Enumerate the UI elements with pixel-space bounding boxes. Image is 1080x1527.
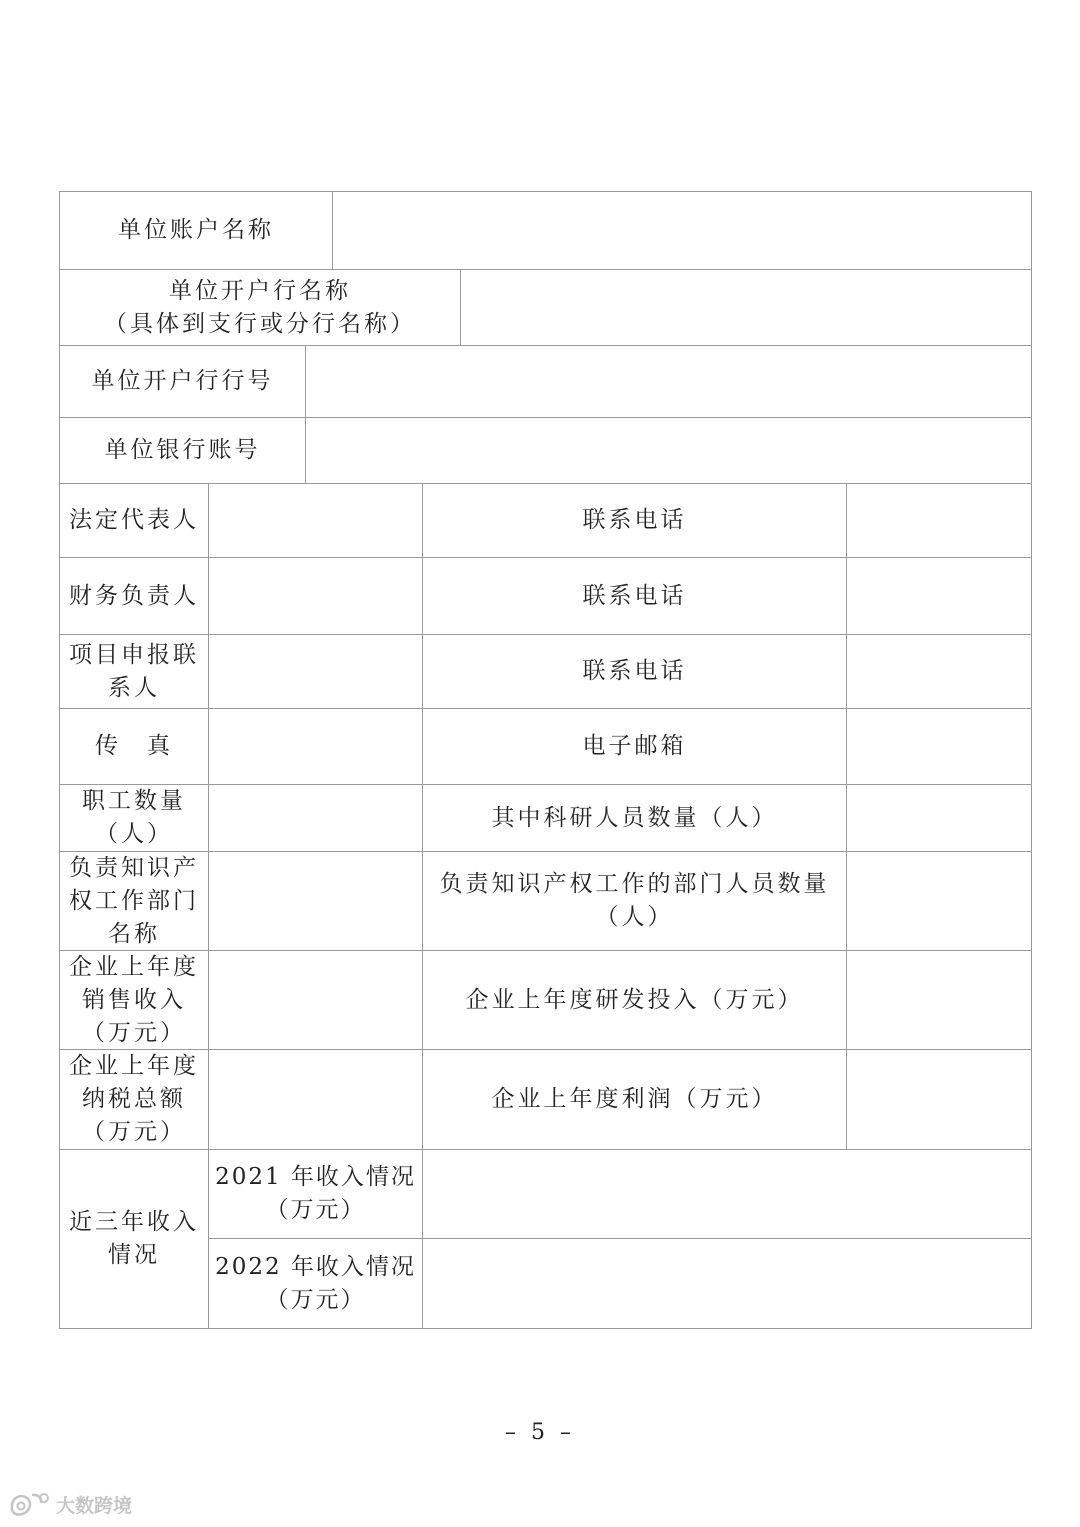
table-border xyxy=(1031,191,1032,1329)
rd-invest-label: 企业上年度研发投入（万元） xyxy=(465,986,804,1013)
bank-name-field[interactable] xyxy=(461,270,1031,345)
bank-code-label: 单位开户行行号 xyxy=(91,368,274,394)
tax-label: 企业上年度 纳税总额 （万元） xyxy=(69,1053,199,1145)
legal-rep-field[interactable] xyxy=(209,484,422,557)
income-2021-field[interactable] xyxy=(423,1150,1031,1238)
finance-head-field[interactable] xyxy=(209,558,422,634)
finance-head-phone-label: 联系电话 xyxy=(582,582,687,609)
legal-rep-phone-label: 联系电话 xyxy=(582,507,687,533)
contact-person-phone-label: 联系电话 xyxy=(582,658,687,684)
legal-rep-phone-field[interactable] xyxy=(847,484,1031,557)
contact-person-field[interactable] xyxy=(209,635,422,708)
income-3y-label: 近三年收入 情况 xyxy=(69,1209,199,1268)
page-number: – 5 – xyxy=(505,1420,575,1445)
rd-invest-field[interactable] xyxy=(847,951,1031,1049)
sales-field[interactable] xyxy=(209,951,422,1049)
email-field[interactable] xyxy=(847,709,1031,784)
rd-staff-label: 其中科研人员数量（人） xyxy=(491,804,778,831)
account-name-field[interactable] xyxy=(333,192,1031,269)
bank-name-label: 单位开户行名称 （具体到支行或分行名称） xyxy=(104,277,416,337)
staff-count-field[interactable] xyxy=(209,785,422,851)
income-2022-label: 2022 年收入情况 （万元） xyxy=(215,1253,416,1313)
bank-account-field[interactable] xyxy=(306,418,1031,483)
rd-staff-field[interactable] xyxy=(847,785,1031,851)
ip-dept-label: 负责知识产 权工作部门 名称 xyxy=(69,854,199,947)
contact-person-label: 项目申报联 系人 xyxy=(69,641,199,701)
ip-staff-label: 负责知识产权工作的部门人员数量 （人） xyxy=(439,871,830,930)
watermark xyxy=(8,1488,132,1520)
fax-field[interactable] xyxy=(209,709,422,784)
ip-dept-field[interactable] xyxy=(209,852,422,950)
fax-label: 传 真 xyxy=(95,733,173,759)
contact-person-phone-field[interactable] xyxy=(847,635,1031,708)
legal-rep-label: 法定代表人 xyxy=(69,507,199,533)
email-label: 电子邮箱 xyxy=(582,733,687,759)
tax-field[interactable] xyxy=(209,1050,422,1149)
profit-label: 企业上年度利润（万元） xyxy=(491,1086,778,1112)
bank-account-label: 单位银行账号 xyxy=(104,437,261,463)
weibo-logo-icon xyxy=(8,1490,52,1518)
watermark-text: 大数跨境 xyxy=(56,1494,133,1517)
table-border xyxy=(59,1328,1032,1329)
ip-staff-field[interactable] xyxy=(847,852,1031,950)
bank-code-field[interactable] xyxy=(306,346,1031,417)
account-name-label: 单位账户名称 xyxy=(118,217,274,243)
profit-field[interactable] xyxy=(847,1050,1031,1149)
finance-head-label: 财务负责人 xyxy=(69,582,199,609)
income-2021-label: 2021 年收入情况 （万元） xyxy=(215,1164,416,1223)
finance-head-phone-field[interactable] xyxy=(847,558,1031,634)
staff-count-label: 职工数量 （人） xyxy=(82,788,186,847)
sales-label: 企业上年度 销售收入 （万元） xyxy=(69,953,199,1046)
income-2022-field[interactable] xyxy=(423,1239,1031,1328)
